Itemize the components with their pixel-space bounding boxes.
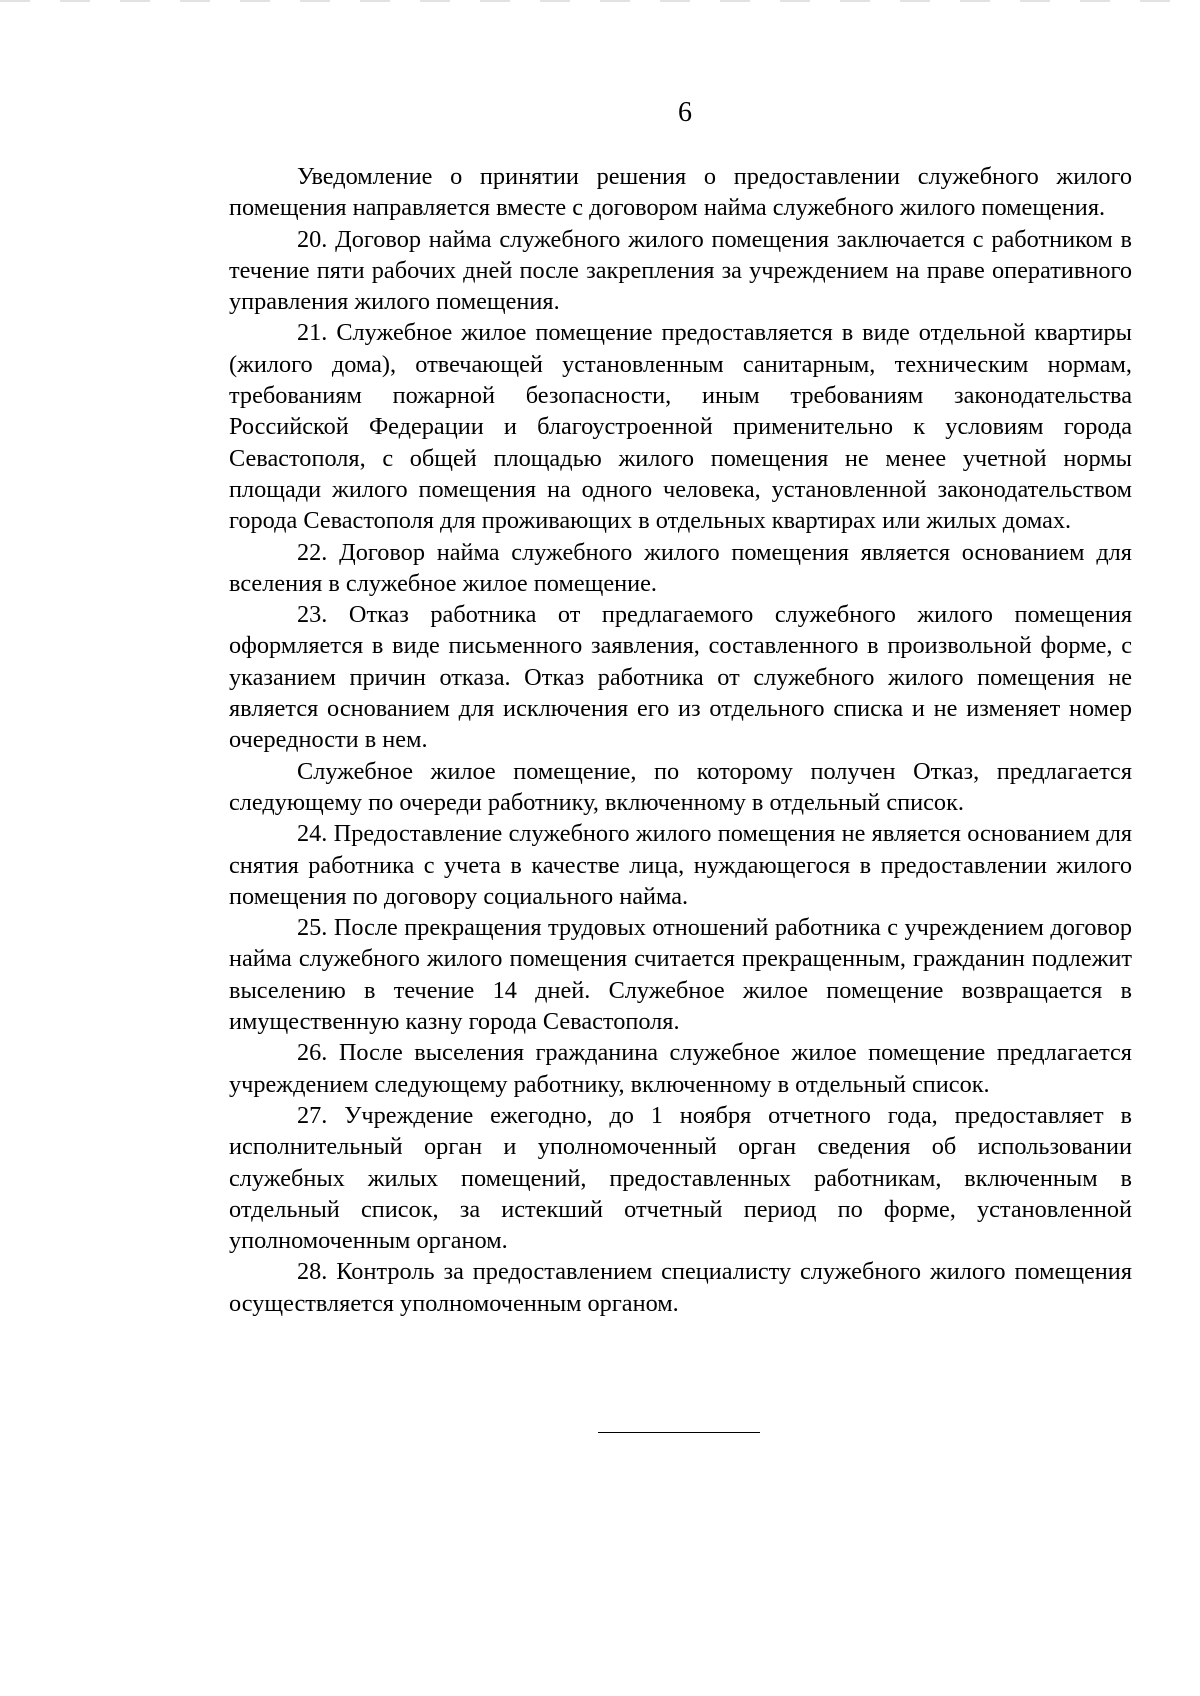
paragraph-22: 22. Договор найма служебного жилого помещения является основанием для вселения в служебное жилое помещение. xyxy=(229,538,1132,597)
paragraph-20: 20. Договор найма служебного жилого помещения заключается с работником в течение пяти рабочих дней после закрепления за учреждением на праве оперативного управления жилого помещения. xyxy=(229,225,1132,316)
paragraph-24: 24. Предоставление служебного жилого помещения не является основанием для снятия работника с учета в качестве лица, нуждающегося в предоставлении жилого помещения по договору социального найма. xyxy=(229,820,1132,910)
paragraph-25: 25. После прекращения трудовых отношений работника с учреждением договор найма служебного жилого помещения считается прекращенным, гражданин подлежит выселению в течение 14 дней. Служебное жилое помещение возвращается в имущественную казну города Севастополя. xyxy=(229,914,1132,1036)
scan-top-edge xyxy=(0,0,1200,2)
document-body xyxy=(229,161,1132,1319)
paragraph-28: 28. Контроль за предоставлением специалисту служебного жилого помещения осуществляется уполномоченным органом. xyxy=(229,1258,1132,1317)
paragraph-refusal-offer: Служебное жилое помещение, по которому получен Отказ, предлагается следующему по очереди работнику, включенному в отдельный список. xyxy=(229,757,1132,816)
paragraph-27: 27. Учреждение ежегодно, до 1 ноября отчетного года, предоставляет в исполнительный орган и уполномоченный орган сведения об использовании служебных жилых помещений, предоставленных работникам, включенным в отдельный список, за истекший отчетный период по форме, установленной уполномоченным органом. xyxy=(229,1101,1132,1255)
paragraph-23: 23. Отказ работника от предлагаемого служебного жилого помещения оформляется в виде письменного заявления, составленного в произвольной форме, с указанием причин отказа. Отказ работника от служебного жилого помещения не является основанием для исключения его из отдельного списка и не изменяет номер очередности в нем. xyxy=(229,601,1132,754)
paragraph-notification: Уведомление о принятии решения о предоставлении служебного жилого помещения направляется вместе с договором найма служебного жилого помещения. xyxy=(229,163,1132,222)
paragraph-21: 21. Служебное жилое помещение предоставляется в виде отдельной квартиры (жилого дома), отвечающей установленным санитарным, техническим нормам, требованиям пожарной безопасности, иным требованиям законодательства Российской Федерации и благоустроенной применительно к условиям города Севастополя, с общей площадью жилого помещения не менее учетной нормы площади жилого помещения на одного человека, установленной законодательством города Севастополя для проживающих в отдельных квартирах или жилых домах. xyxy=(229,319,1132,535)
page-number: 6 xyxy=(678,97,692,128)
paragraph-26: 26. После выселения гражданина служебное жилое помещение предлагается учреждением следующему работнику, включенному в отдельный список. xyxy=(229,1039,1132,1098)
end-divider xyxy=(598,1432,760,1433)
